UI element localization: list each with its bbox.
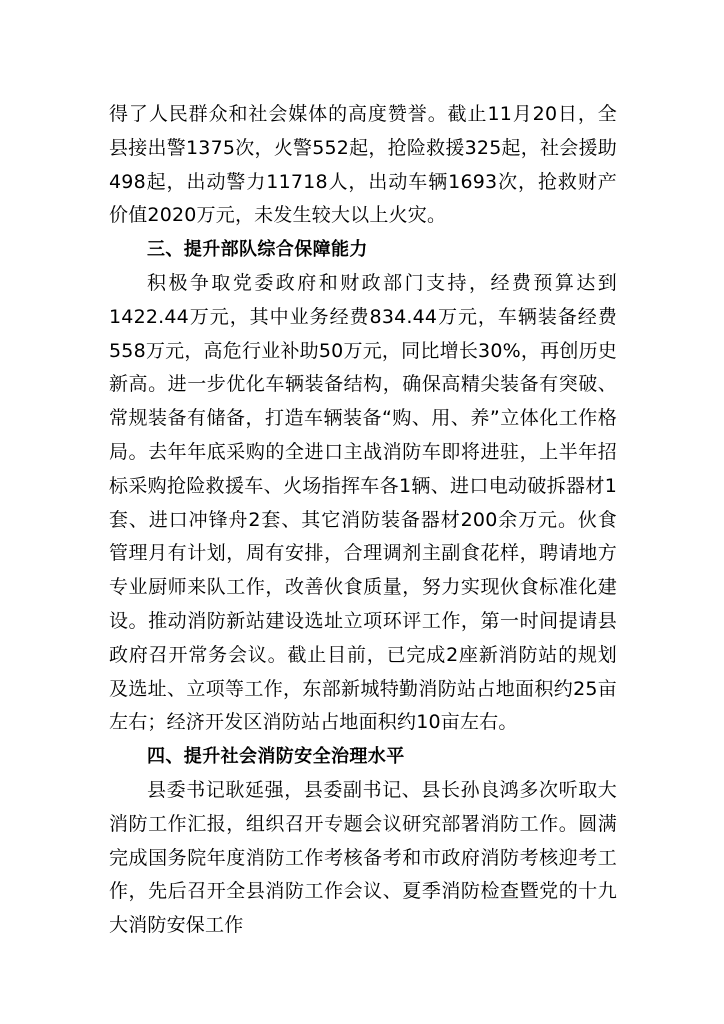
document-body [109,98,617,943]
section-heading-4: 四、提升社会消防安全治理水平 [147,746,405,768]
paragraph-fire-statistics: 得了人民群众和社会媒体的高度赞誉。截止11月20日，全县接出警1375次，火警552起，抢险救援325起，社会援助498起，出动警力11718人，出动车辆1693次，抢救财产价值2020万元，未发生较大以上火灾。 [109,103,617,227]
paragraph-social-governance: 县委书记耿延强，县委副书记、县长孙良鸿多次听取大消防工作汇报，组织召开专题会议研究部署消防工作。圆满完成国务院年度消防工作考核备考和市政府消防考核迎考工作，先后召开全县消防工作会议、夏季消防检查暨党的十九大消防安保工作 [109,778,617,937]
section-heading-3: 三、提升部队综合保障能力 [147,239,368,261]
paragraph-support-capability: 积极争取党委政府和财政部门支持，经费预算达到1422.44万元，其中业务经费834.44万元，车辆装备经费558万元，高危行业补助50万元，同比增长30%，再创历史新高。进一步优化车辆装备结构，确保高精尖装备有突破、常规装备有储备，打造车辆装备“购、用、养”立体化工作格局。去年年底采购的全进口主战消防车即将进驻，上半年招标采购抢险救援车、火场指挥车各1辆、进口电动破拆器材1套、进口冲锋舟2套、其它消防装备器材200余万元。伙食管理月有计划，周有安排，合理调剂主副食花样，聘请地方专业厨师来队工作，改善伙食质量，努力实现伙食标准化建设。推动消防新站建设选址立项环评工作，第一时间提请县政府召开常务会议。截止目前，已完成2座新消防站的规划及选址、立项等工作，东部新城特勤消防站占地面积约25亩左右；经济开发区消防站占地面积约10亩左右。 [109,271,617,734]
